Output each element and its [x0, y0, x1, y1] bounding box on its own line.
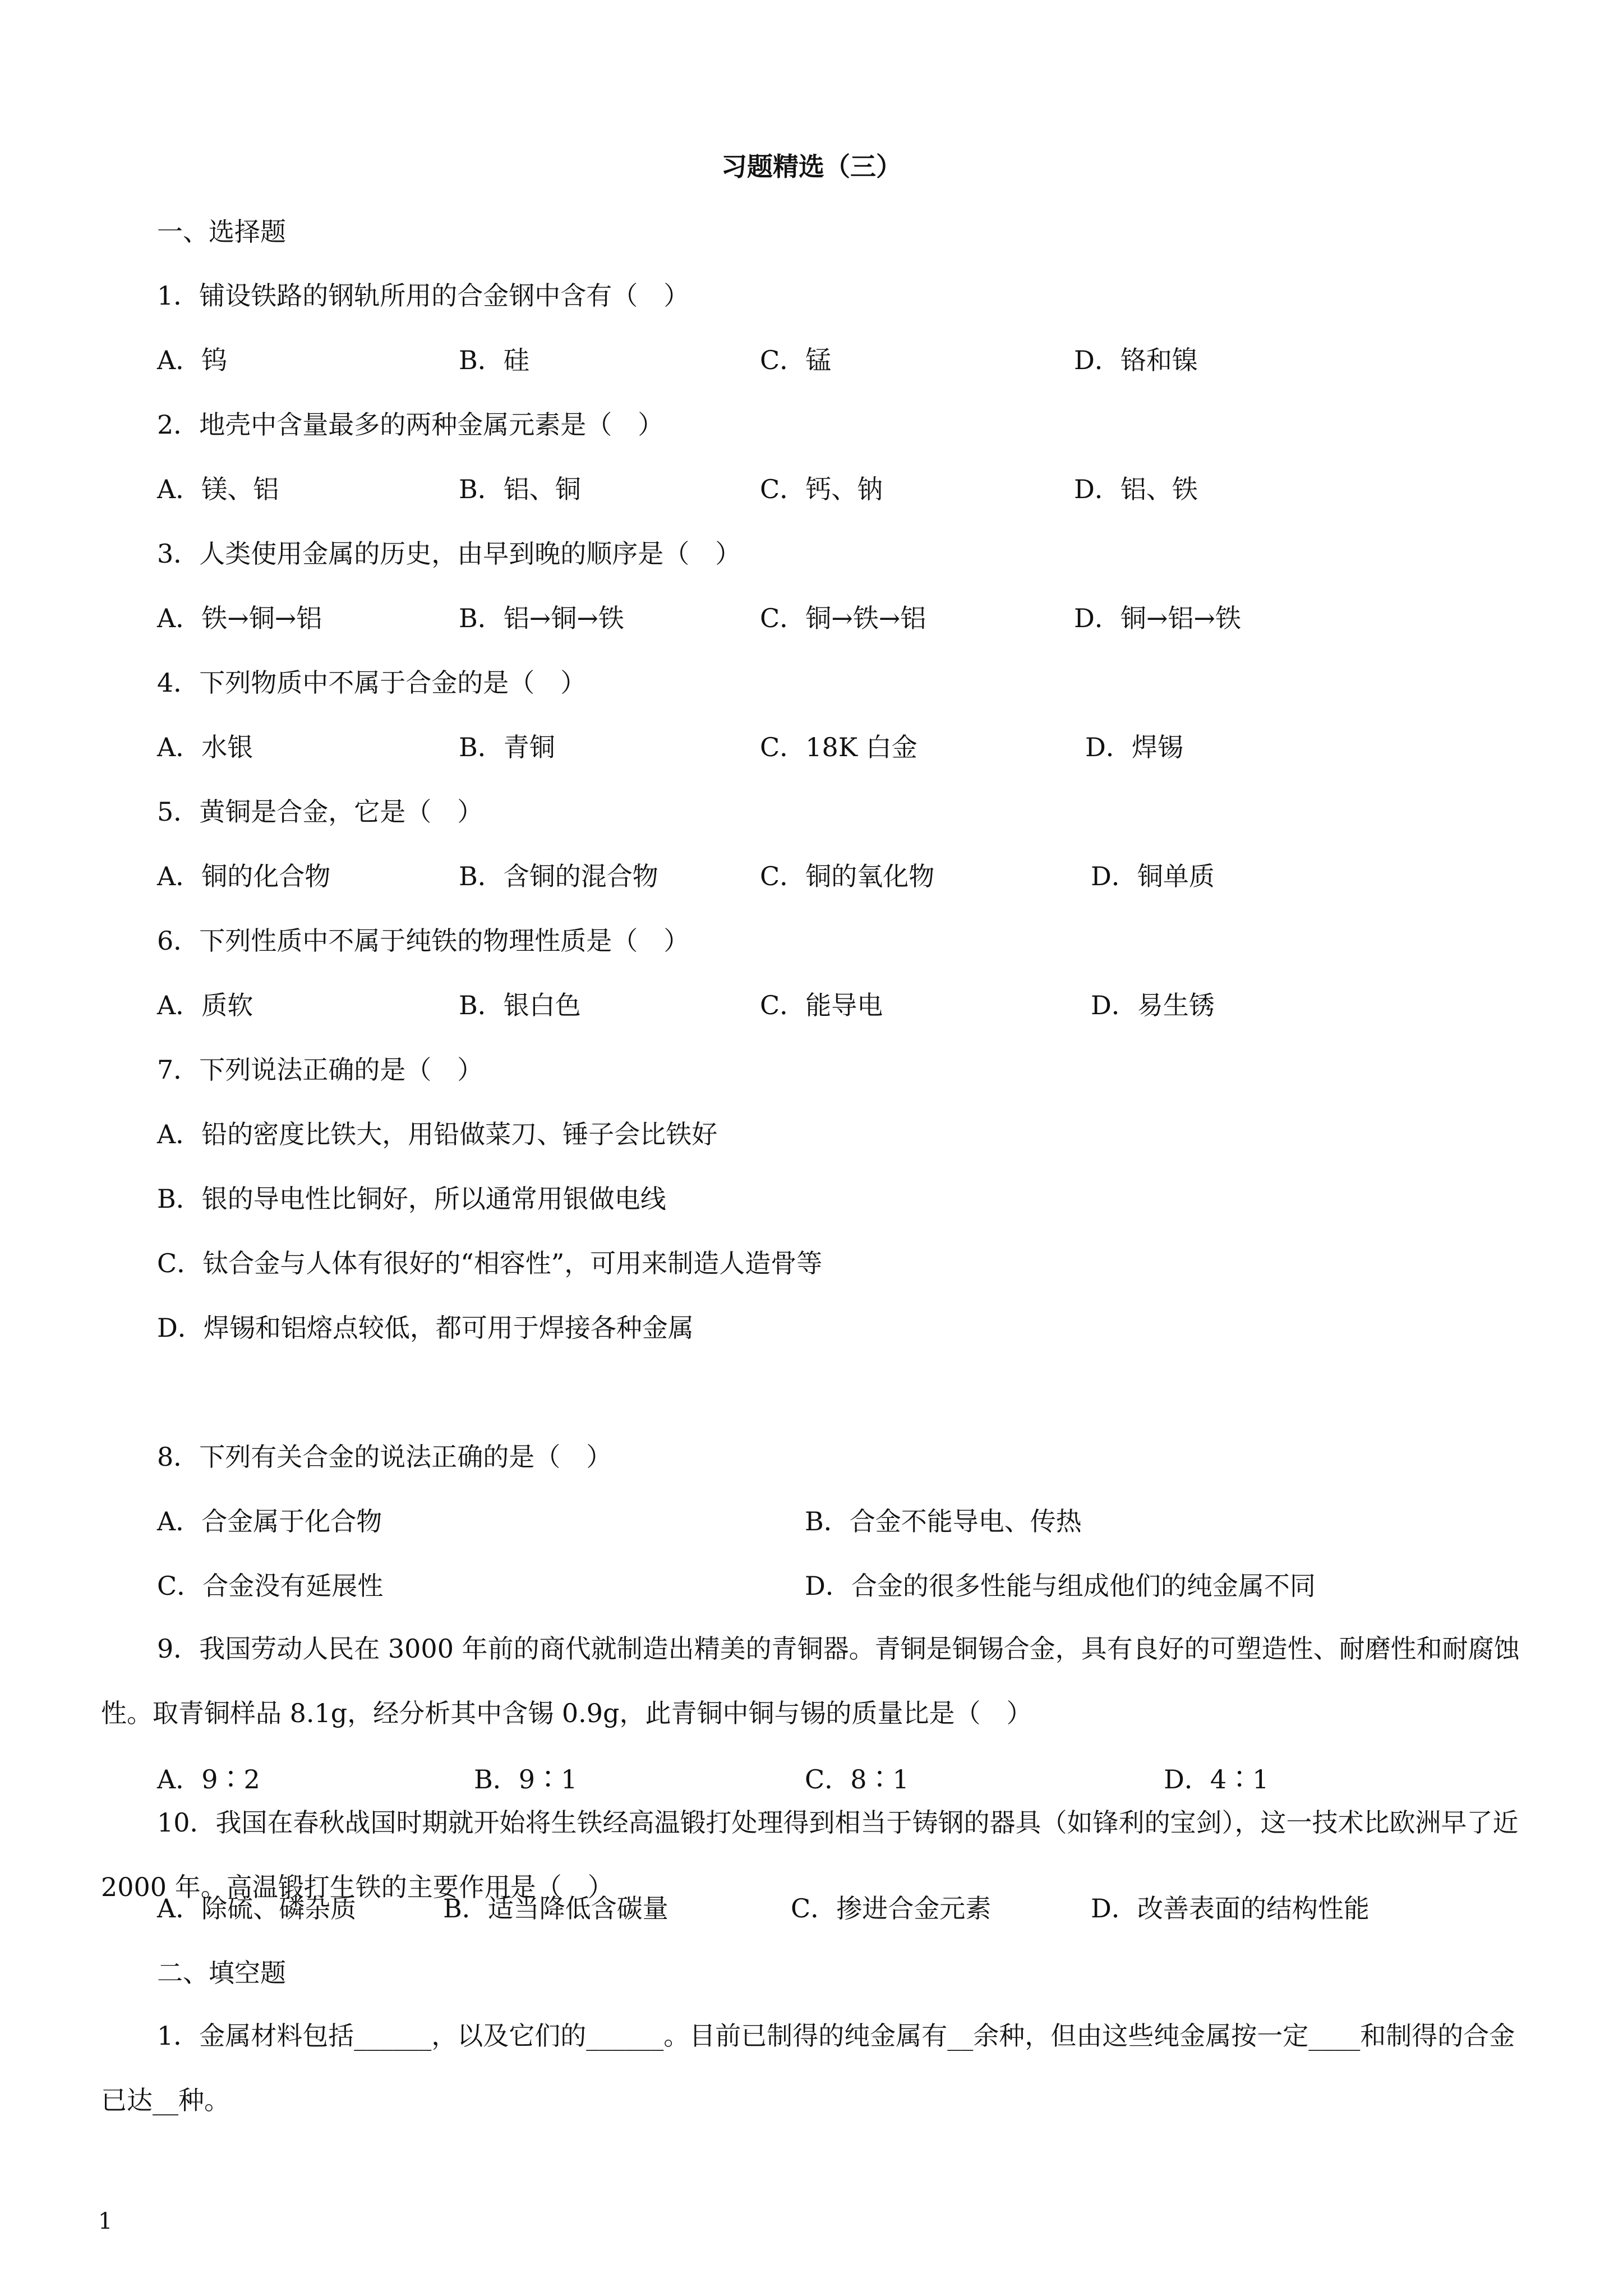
q5-option-d: D．铜单质: [1091, 861, 1215, 891]
q8-option-d: D．合金的很多性能与组成他们的纯金属不同: [805, 1571, 1316, 1601]
question-6: 6．下列性质中不属于纯铁的物理性质是（ ）: [157, 926, 690, 956]
q9-option-c: C．8∶1: [805, 1764, 909, 1795]
q4-option-c: C．18K 白金: [760, 732, 917, 762]
question-3: 3．人类使用金属的历史，由早到晚的顺序是（ ）: [157, 539, 741, 569]
q1-option-d: D．铬和镍: [1074, 345, 1198, 375]
q1-option-c: C．锰: [760, 345, 832, 375]
q2-option-b: B．铝、铜: [459, 474, 581, 504]
q9-option-b: B．9∶1: [474, 1764, 578, 1795]
q6-option-d: D．易生锈: [1091, 990, 1215, 1020]
question-1: 1．铺设铁路的钢轨所用的合金钢中含有（ ）: [157, 280, 690, 311]
q7-option-d: D．焊锡和铝熔点较低，都可用于焊接各种金属: [157, 1313, 694, 1343]
question-4: 4．下列物质中不属于合金的是（ ）: [157, 668, 587, 698]
question-5: 5．黄铜是合金，它是（ ）: [157, 797, 483, 827]
q1-option-b: B．硅: [459, 345, 529, 375]
q8-option-a: A．合金属于化合物: [157, 1506, 382, 1536]
q7-option-a: A．铅的密度比铁大，用铅做菜刀、锤子会比铁好: [157, 1119, 718, 1149]
page-number: 1: [98, 2208, 113, 2234]
q10-option-b: B．适当降低含碳量: [443, 1893, 668, 1924]
question-8: 8．下列有关合金的说法正确的是（ ）: [157, 1442, 612, 1472]
q5-option-b: B．含铜的混合物: [459, 861, 658, 891]
q5-option-a: A．铜的化合物: [157, 861, 331, 891]
q8-option-b: B．合金不能导电、传热: [805, 1506, 1082, 1536]
q1-option-a: A．钨: [157, 345, 228, 375]
q4-option-d: D．焊锡: [1085, 732, 1183, 762]
fill-question-1: 1．金属材料包括______，以及它们的______。目前已制得的纯金属有__余种，但由这些纯金属按一定____和制得的合金已达__种。: [101, 2021, 1515, 2115]
q8-option-c: C．合金没有延展性: [157, 1571, 384, 1601]
q4-option-b: B．青铜: [459, 732, 555, 762]
q5-option-c: C．铜的氧化物: [760, 861, 935, 891]
q6-option-b: B．银白色: [459, 990, 581, 1020]
q4-option-a: A．水银: [157, 732, 253, 762]
q2-option-c: C．钙、钠: [760, 474, 883, 504]
q7-option-b: B．银的导电性比铜好，所以通常用银做电线: [157, 1184, 666, 1214]
q6-option-a: A．质软: [157, 990, 253, 1020]
q10-option-d: D．改善表面的结构性能: [1091, 1893, 1370, 1924]
q7-option-c: C．钛合金与人体有很好的“相容性”，可用来制造人造骨等: [157, 1248, 823, 1278]
q10-option-c: C．掺进合金元素: [791, 1893, 992, 1924]
question-9: 9．我国劳动人民在 3000 年前的商代就制造出精美的青铜器。青铜是铜锡合金，具有良好的可塑造性、耐磨性和耐腐蚀性。取青铜样品 8.1g，经分析其中含锡 0.9g，此青铜中铜与锡的质量比是（ ）: [101, 1634, 1520, 1728]
q3-option-d: D．铜→铝→铁: [1074, 603, 1241, 633]
q9-option-d: D．4∶1: [1164, 1764, 1269, 1795]
q2-option-d: D．铝、铁: [1074, 474, 1198, 504]
q6-option-c: C．能导电: [760, 990, 883, 1020]
page-title: 习题精选（三）: [721, 151, 902, 182]
question-10: 10．我国在春秋战国时期就开始将生铁经高温锻打处理得到相当于铸钢的器具（如锋利的宝剑），这一技术比欧洲早了近 2000 年。高温锻打生铁的主要作用是（ ）: [101, 1807, 1519, 1902]
q3-option-a: A．铁→铜→铝: [157, 603, 322, 633]
q3-option-c: C．铜→铁→铝: [760, 603, 926, 633]
question-2: 2．地壳中含量最多的两种金属元素是（ ）: [157, 409, 664, 440]
q10-option-a: A．除硫、磷杂质: [157, 1893, 357, 1924]
q2-option-a: A．镁、铝: [157, 474, 279, 504]
section-heading-choice: 一、选择题: [157, 217, 286, 247]
q3-option-b: B．铝→铜→铁: [459, 603, 624, 633]
q9-option-a: A．9∶2: [157, 1764, 260, 1795]
section-heading-fill: 二、填空题: [157, 1958, 286, 1988]
question-7: 7．下列说法正确的是（ ）: [157, 1055, 483, 1085]
